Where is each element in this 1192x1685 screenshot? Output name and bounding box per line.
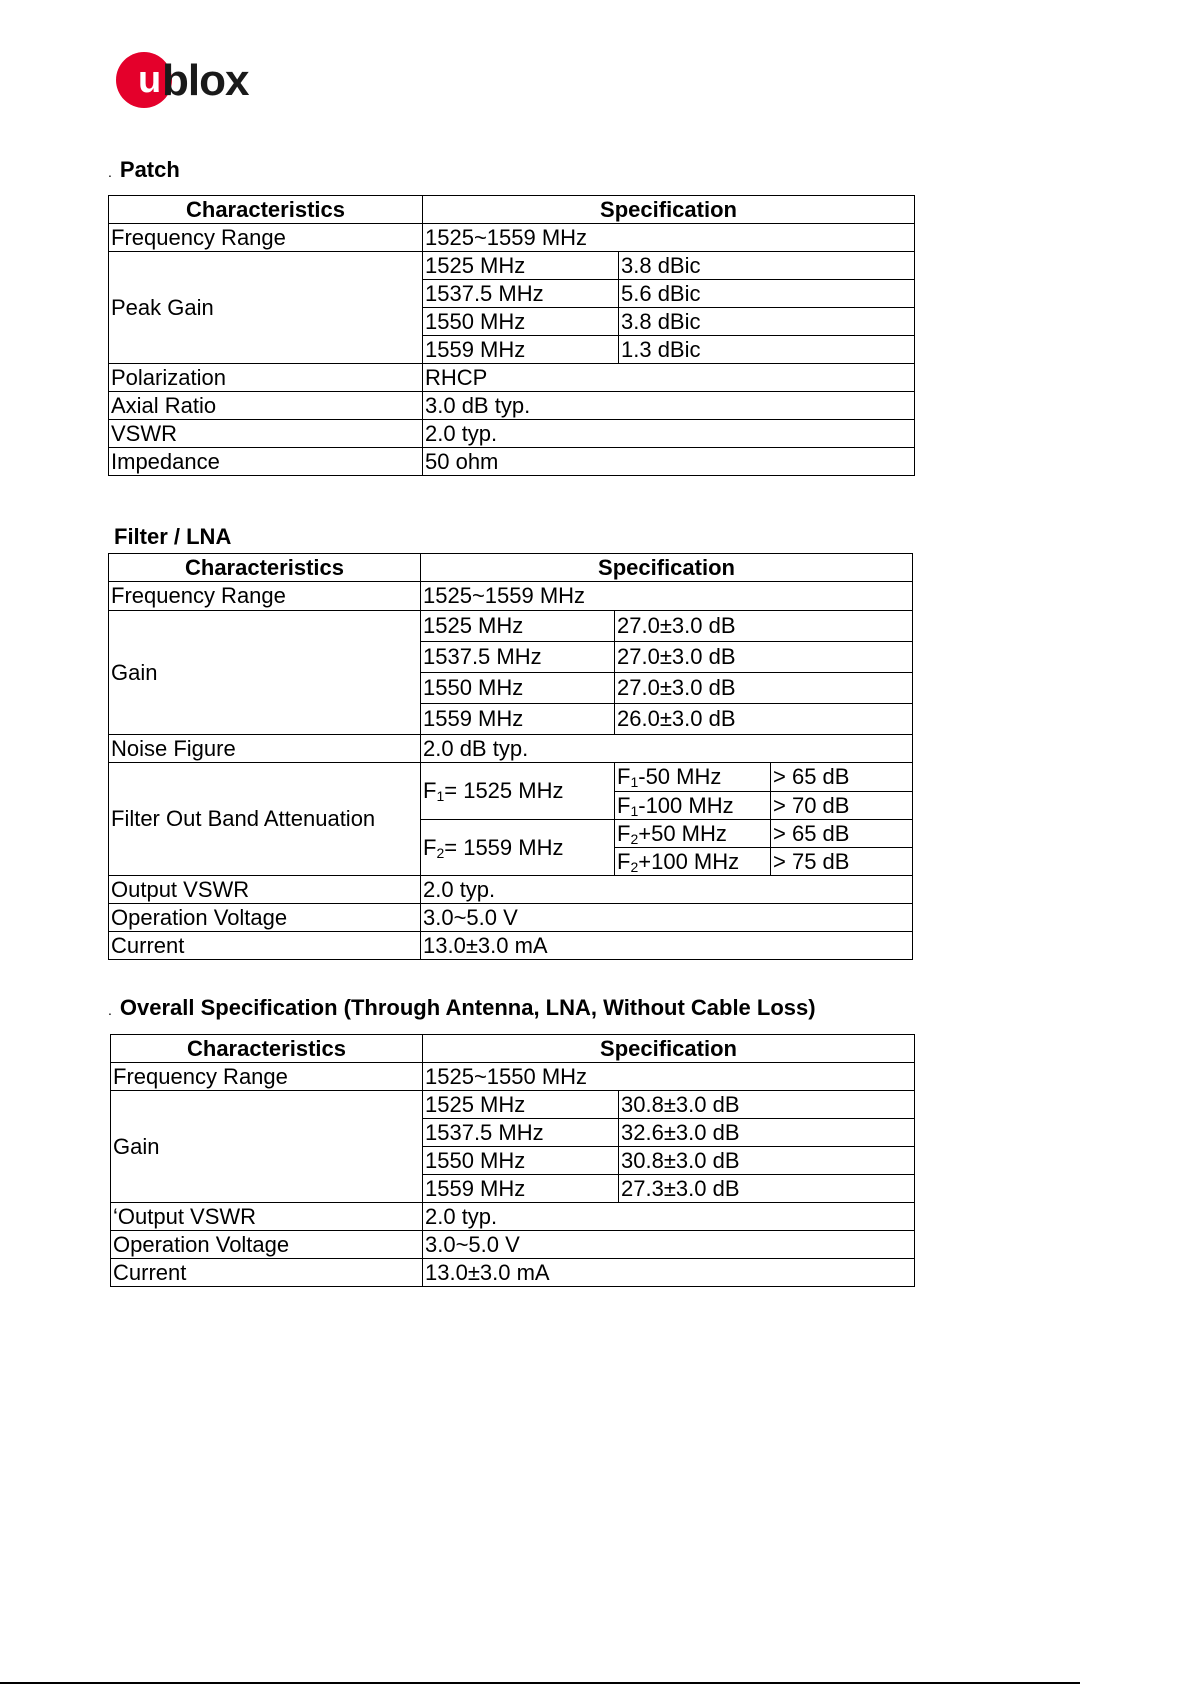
attenuation-offset: $F_1-100$ MHz	[615, 792, 771, 820]
gain-value: 30.8±3.0 dB	[619, 1147, 915, 1175]
header-characteristics: Characteristics	[109, 196, 423, 224]
logo-word: blox	[162, 56, 249, 105]
header-specification: Specification	[423, 196, 915, 224]
table-row	[111, 1091, 915, 1119]
row-value: 2.0 typ.	[423, 1203, 915, 1231]
row-value: 1525~1559 MHz	[421, 582, 913, 611]
section-title-lna	[114, 524, 231, 550]
row-label: Impedance	[109, 448, 423, 476]
row-label: Frequency Range	[109, 224, 423, 252]
row-value: 1525~1559 MHz	[423, 224, 915, 252]
gain-value: 27.0±3.0 dB	[615, 673, 913, 704]
attenuation-offset: $F_1-50$ MHz	[615, 763, 771, 792]
gain-value: 27.0±3.0 dB	[615, 611, 913, 642]
row-label: ‘Output VSWR	[111, 1203, 423, 1231]
gain-value: 5.6 dBic	[619, 280, 915, 308]
table-row	[109, 392, 915, 420]
row-label: Output VSWR	[109, 876, 421, 904]
row-label: Filter Out Band Attenuation	[109, 763, 421, 876]
table-row	[109, 876, 913, 904]
row-label: Current	[109, 932, 421, 960]
row-label: Operation Voltage	[111, 1231, 423, 1259]
gain-freq: 1550 MHz	[421, 673, 615, 704]
gain-value: 27.0±3.0 dB	[615, 642, 913, 673]
row-value: 13.0±3.0 mA	[423, 1259, 915, 1287]
row-label: Polarization	[109, 364, 423, 392]
lna-table	[108, 553, 913, 960]
row-value: 2.0 typ.	[421, 876, 913, 904]
row-label: VSWR	[109, 420, 423, 448]
table-row	[111, 1203, 915, 1231]
ublox-logo	[116, 52, 266, 108]
table-row	[111, 1259, 915, 1287]
gain-value: 3.8 dBic	[619, 252, 915, 280]
gain-freq: 1559 MHz	[423, 336, 619, 364]
table-header-row	[109, 196, 915, 224]
table-row	[109, 904, 913, 932]
row-label: Noise Figure	[109, 735, 421, 763]
gain-value: 1.3 dBic	[619, 336, 915, 364]
row-label: Gain	[111, 1091, 423, 1203]
header-characteristics: Characteristics	[111, 1035, 423, 1063]
table-row	[109, 224, 915, 252]
table-row	[109, 252, 915, 280]
section-title-overall: . Overall Specification (Through Antenna, LNA, Without Cable Loss)	[108, 995, 816, 1020]
patch-table	[108, 195, 915, 476]
header-specification: Specification	[423, 1035, 915, 1063]
row-value: 1525~1550 MHz	[423, 1063, 915, 1091]
row-value: 50 ohm	[423, 448, 915, 476]
gain-value: 3.8 dBic	[619, 308, 915, 336]
table-row	[109, 448, 915, 476]
overall-table	[110, 1034, 915, 1287]
row-label: Frequency Range	[111, 1063, 423, 1091]
gain-freq: 1525 MHz	[421, 611, 615, 642]
gain-freq: 1525 MHz	[423, 252, 619, 280]
logo-u: u	[138, 59, 162, 101]
table-row	[111, 1231, 915, 1259]
row-label: Axial Ratio	[109, 392, 423, 420]
row-label: Frequency Range	[109, 582, 421, 611]
table-header-row	[109, 554, 913, 582]
section-title-text: Overall Specification (Through Antenna, LNA, Without Cable Loss)	[119, 995, 816, 1020]
row-value: 3.0~5.0 V	[421, 904, 913, 932]
attenuation-offset: $F_2+100$ MHz	[615, 848, 771, 876]
table-row	[109, 932, 913, 960]
table-row	[109, 763, 913, 792]
table-row	[109, 611, 913, 642]
gain-freq: 1525 MHz	[423, 1091, 619, 1119]
gain-value: 27.3±3.0 dB	[619, 1175, 915, 1203]
section-title-text: Patch	[119, 157, 180, 182]
header-specification: Specification	[421, 554, 913, 582]
attenuation-f1: $F_1= 1525$ MHz	[421, 763, 615, 820]
section-title-text: Filter / LNA	[114, 524, 232, 549]
attenuation-value: > 75 dB	[771, 848, 913, 876]
gain-value: 30.8±3.0 dB	[619, 1091, 915, 1119]
row-value: RHCP	[423, 364, 915, 392]
table-row	[109, 364, 915, 392]
row-value: 2.0 dB typ.	[421, 735, 913, 763]
table-row	[109, 420, 915, 448]
attenuation-offset: $F_2+50$ MHz	[615, 820, 771, 848]
gain-freq: 1537.5 MHz	[423, 1119, 619, 1147]
table-row	[111, 1063, 915, 1091]
gain-freq: 1537.5 MHz	[423, 280, 619, 308]
gain-freq: 1559 MHz	[423, 1175, 619, 1203]
table-row	[109, 735, 913, 763]
gain-freq: 1537.5 MHz	[421, 642, 615, 673]
table-header-row	[111, 1035, 915, 1063]
attenuation-value: > 65 dB	[771, 763, 913, 792]
row-label: Peak Gain	[109, 252, 423, 364]
header-characteristics: Characteristics	[109, 554, 421, 582]
gain-freq: 1550 MHz	[423, 308, 619, 336]
gain-freq: 1550 MHz	[423, 1147, 619, 1175]
section-title-patch: . Patch	[108, 157, 180, 182]
row-label: Gain	[109, 611, 421, 735]
gain-value: 32.6±3.0 dB	[619, 1119, 915, 1147]
gain-value: 26.0±3.0 dB	[615, 704, 913, 735]
table-row	[109, 582, 913, 611]
row-value: 3.0~5.0 V	[423, 1231, 915, 1259]
attenuation-f2: $F_2= 1559$ MHz	[421, 820, 615, 876]
row-label: Operation Voltage	[109, 904, 421, 932]
row-value: 2.0 typ.	[423, 420, 915, 448]
row-value: 3.0 dB typ.	[423, 392, 915, 420]
row-label: Current	[111, 1259, 423, 1287]
gain-freq: 1559 MHz	[421, 704, 615, 735]
attenuation-value: > 65 dB	[771, 820, 913, 848]
row-value: 13.0±3.0 mA	[421, 932, 913, 960]
footer-divider	[0, 1682, 1080, 1684]
attenuation-value: > 70 dB	[771, 792, 913, 820]
